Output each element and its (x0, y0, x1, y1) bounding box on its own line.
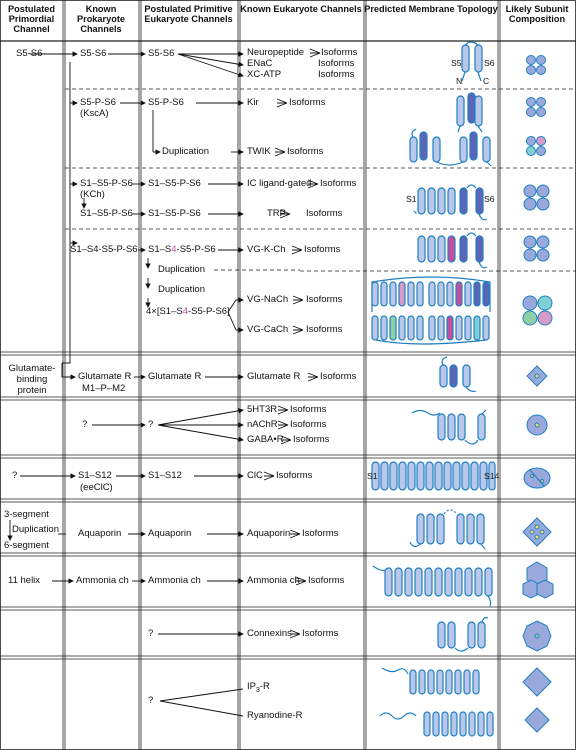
euk-nachr: nAChR (247, 419, 278, 430)
prim-s1-s6-a: S1–S5-P-S6 (148, 178, 201, 189)
subunit-ammonia (523, 562, 553, 598)
euk-ip3r: $IP_3-R$ (247, 681, 270, 694)
prok-glutamate-r: Glutamate R (78, 371, 132, 382)
topo-label-s1: S1 (406, 194, 417, 204)
isoforms-label: Isoforms (318, 69, 355, 80)
prim-s5-s6: S5-S6 (148, 48, 175, 59)
topology-s5-s6 (462, 42, 482, 81)
isoforms-label: Isoforms (321, 47, 358, 58)
subunit-ip3r (523, 668, 551, 696)
euk-kir: Kir (247, 97, 259, 108)
subunit-tetramer-row3 (524, 185, 549, 210)
primordial-unknown: ? (12, 470, 18, 481)
subunit-domains-vg (523, 296, 552, 325)
prok-kch: (KCh) (80, 189, 105, 200)
isoforms-label: Isoforms (320, 371, 357, 382)
prok-s1-s6-b: S1–S5-P-S6 (80, 208, 133, 219)
euk-5ht3r: 5HT3R (247, 404, 278, 415)
subunit-tetramer-row1 (527, 56, 546, 75)
prok-ammonia: Ammonia ch (76, 575, 129, 586)
euk-vg-k-ch: VG-K-Ch (247, 244, 286, 255)
topo-label-s1: S1 (367, 471, 378, 481)
topo-label-n: N (456, 76, 463, 86)
prok-aquaporin: Aquaporin (78, 528, 122, 539)
isoforms-label: Isoforms (276, 470, 313, 481)
primordial-glutamate-1: Glutamate- (8, 363, 56, 374)
topology-ryanodine (380, 712, 493, 736)
prim-s1-s6-b: S1–S5-P-S6 (148, 208, 201, 219)
subunit-aquaporin (523, 518, 551, 546)
duplication-2: Duplication (158, 284, 205, 295)
isoforms-label: Isoforms (318, 58, 355, 69)
prim-ammonia: Ammonia ch (148, 575, 201, 586)
isoforms-label: Isoforms (306, 324, 343, 335)
primordial-11-helix: 11 helix (8, 575, 41, 586)
prim-unknown: ? (148, 628, 154, 639)
header-primordial: Postulated Primordial Channel (8, 4, 55, 34)
topology-4tm (412, 410, 486, 444)
topology-connexin (438, 618, 488, 652)
topo-label-c: C (483, 76, 490, 86)
isoforms-label: Isoforms (304, 244, 341, 255)
euk-ammonia: Ammonia ch (247, 575, 300, 586)
prim-4x-domain: 4×[S1–S4-S5-P-S6] (146, 306, 230, 317)
subunit-dimer-twik (527, 137, 546, 156)
topology-clc (372, 462, 495, 490)
isoform-forks (264, 49, 320, 638)
isoforms-label: Isoforms (320, 178, 357, 189)
primordial-6-segment: 6-segment (4, 540, 49, 551)
topology-ammonia (373, 566, 492, 606)
topo-label-s5: S5 (451, 58, 462, 68)
header-topology: Predicted Membrane Topology (364, 4, 498, 14)
subunit-connexin (523, 621, 551, 651)
euk-neuropeptide: Neuropeptide (247, 47, 305, 58)
subunit-clc (524, 468, 550, 488)
prim-s5-p-s6: S5-P-S6 (148, 97, 184, 108)
prok-unknown: ? (82, 419, 88, 430)
header-eukaryote: Known Eukaryote Channels (240, 4, 362, 14)
topology-glutamate (440, 357, 476, 392)
euk-glutamate-r: Glutamate R (247, 371, 301, 382)
euk-aquaporin: Aquaporin (247, 528, 291, 539)
isoforms-label: Isoforms (306, 208, 343, 219)
euk-clc: ClC (247, 470, 263, 481)
primordial-duplication: Duplication (12, 524, 59, 535)
subunit-ryanodine (525, 708, 549, 732)
topology-aquaporin (410, 510, 485, 549)
header-prokaryote: Known Prokaryote Channels (76, 4, 125, 34)
isoforms-label: Isoforms (287, 146, 324, 157)
prok-s1-s12: S1–S12 (78, 470, 112, 481)
primordial-s5-s6: S5-S6 (16, 48, 43, 59)
subunit-pentamer (527, 415, 547, 435)
isoforms-label: Isoforms (308, 575, 345, 586)
topology-twik (410, 129, 491, 166)
isoforms-label: Isoforms (306, 294, 343, 305)
topology-vg-na-ca (372, 277, 490, 344)
prim-unknown: ? (148, 419, 154, 430)
euk-trp: TRP (267, 208, 286, 219)
isoforms-label: Isoforms (290, 419, 327, 430)
prim-unknown: ? (148, 695, 154, 706)
prok-m1-p-m2: M1–P–M2 (82, 383, 126, 394)
prok-s5-s6: S5-S6 (80, 48, 107, 59)
prok-kscA: (KscA) (80, 108, 109, 119)
isoforms-label: Isoforms (302, 528, 339, 539)
isoforms-label: Isoforms (302, 628, 339, 639)
prim-glutamate-r: Glutamate R (148, 371, 202, 382)
prok-eeclc: (eeClC) (80, 482, 113, 493)
primordial-glutamate-2: binding (16, 374, 48, 385)
topo-label-s6: S6 (484, 194, 495, 204)
header-subunit: Likely Subunit Composition (505, 4, 569, 24)
header-primitive-eukaryote: Postulated Primitive Eukaryote Channels (144, 4, 233, 24)
euk-connexins: Connexins (247, 628, 292, 639)
euk-ic-ligand-gated: IC ligand-gated (247, 178, 312, 189)
prim-s1-s4: S1–S4-S5-P-S6 (148, 244, 216, 255)
topology-6tm (414, 185, 487, 220)
prok-s1-s6-a: S1–S5-P-S6 (80, 178, 133, 189)
euk-xc-atp: XC-ATP (247, 69, 282, 80)
euk-twik: TWIK (247, 146, 271, 157)
topology-kir (457, 93, 482, 132)
subunit-glutamate (527, 366, 547, 386)
isoforms-label: Isoforms (289, 97, 326, 108)
prok-s5-p-s6: S5-P-S6 (80, 97, 116, 108)
prim-aquaporin: Aquaporin (148, 528, 192, 539)
euk-gabar: GABA•R (247, 434, 284, 445)
subunit-tetramer-row4 (524, 236, 549, 261)
subunit-icons (523, 56, 553, 733)
topo-label-s14: S14 (484, 471, 500, 481)
subunit-tetramer-kir (527, 98, 546, 117)
prim-s1-s12: S1–S12 (148, 470, 182, 481)
topo-label-s6: S6 (484, 58, 495, 68)
topology-ip3r (382, 668, 479, 694)
isoforms-label: Isoforms (290, 404, 327, 415)
euk-vg-cach: VG-CaCh (247, 324, 289, 335)
euk-vg-nach: VG-NaCh (247, 294, 289, 305)
euk-ryanodine-r: Ryanodine-R (247, 710, 303, 721)
euk-enac: ENaC (247, 58, 273, 69)
duplication-1: Duplication (158, 264, 205, 275)
prok-s1-s4-s5-p-s6: S1–S4-S5-P-S6 (70, 244, 138, 255)
primordial-3-segment: 3-segment (4, 509, 49, 520)
topology-vg-k (418, 233, 487, 268)
prim-duplication: Duplication (162, 146, 209, 157)
primordial-glutamate-3: protein (17, 385, 47, 396)
isoforms-label: Isoforms (293, 434, 330, 445)
membrane-topology-drawings (372, 42, 495, 736)
